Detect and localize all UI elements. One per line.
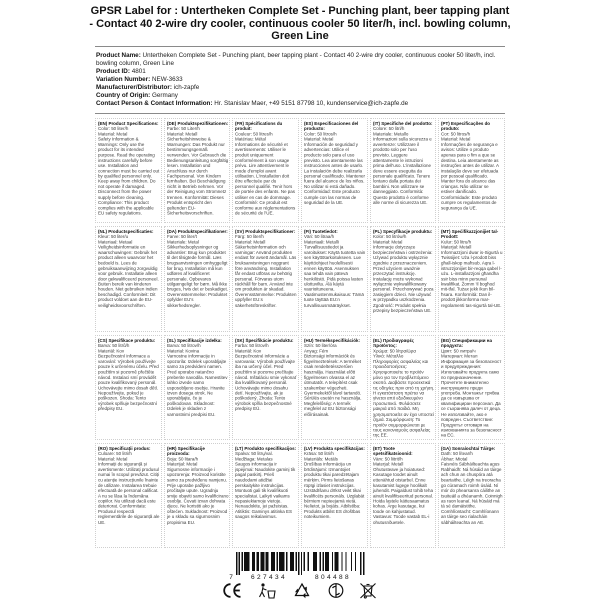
product-name-label: Product Name: [96,52,141,59]
spec-header: (CS) Specifikace produktu: [98,337,156,343]
spec-header: (EL) Προδιαγραφές προϊόντος: [372,337,414,348]
spec-material: Materiał: Metal [372,239,403,245]
variation-row [96,76,506,84]
spec-color: Spalva: 50 litrų/val. [235,451,274,457]
spec-header: (ET) Toote spetsifikatsioonid: [372,445,413,457]
spec-color: Farve: 50 liter/t [166,234,197,240]
spec-header: (HU) Termékspecifikációk: [303,337,360,343]
spec-material: Material: Metal [303,136,334,142]
recycle-icon [296,584,309,597]
spec-safety-text: Sicherheitshinweise & Warnungen: Das Produkt nur bestimmungsgemäß verwenden. Vor Gebrauch die Bedienungsanleitung sorgfältig lesen. Installation und Anschluss nur durch Fachpersonal. Von Kindern fernhalten. Bei Beschädigung nicht in Betrieb nehmen. Vor der Reinigung vom Stromnetz trennen. Konformität: Dieses Produkt entspricht den geltenden EU-Sicherheitsvorschriften. [166,136,228,216]
spec-material: Материал: Метал [441,353,478,359]
barcode-lead-digit: 7 [229,574,233,581]
spec-header: (FR) Spécifications du produit: [235,121,283,132]
barcode-bar [290,552,291,571]
spec-header: (PL) Specyfikacje produktu: [372,229,432,235]
country-label: Country of Origin: [96,92,151,99]
spec-material: Materiāls: Metāls [303,456,338,462]
spec-safety-text: Informații de siguranță și avertismente: Utilizați produsul numai în scopul prevăzut. Citiți cu atenție instrucțiunile înainte de utilizare. Instalarea trebuie efectuată de personal calificat. A nu se lăsa la îndemâna copiilor. Nu utilizați dacă este deteriorat. Conformitate: Produsul respectă reglementările de siguranță ale UE. [98,461,160,525]
spec-block-da [164,226,231,331]
barcode-bar [325,552,326,571]
barcode-bar [271,552,272,571]
product-name-row [96,52,506,68]
divider-top [95,46,505,47]
spec-color: Kolor: 50 litrów/h [372,234,407,240]
spec-safety-text: Información de seguridad y advertencias: Utilice el producto solo para el uso previsto. Lea atentamente las instrucciones antes de usarlo. La instalación debe realizarla personal cualificado. Mantener fuera del alcance de los niños. No utilizar si está dañado. Conformidad: Este producto cumple con las normas de seguridad de la UE. [303,142,365,206]
spec-material: Material: Metall [235,239,266,245]
spec-color: Kulur: 50 litru/h [441,239,472,245]
spec-block-lv [301,443,368,548]
spec-header: (NL) Productspecificaties: [98,229,154,235]
barcode-guard-bar [239,552,240,575]
spec-material: Materiale: Metallo [372,131,409,137]
barcode-bar [332,552,333,571]
spec-block-de [164,118,231,223]
spec-material: Material: Metal [98,456,128,462]
barcode-bar [314,552,315,571]
spec-material: Medžiaga: Metalas [235,456,273,462]
spec-color: Värv: 50 liitrit/h [372,456,403,462]
spec-block-fr [232,118,299,223]
spec-safety-text: Bezpečnostní informace a varování: Výrobek používejte pouze k určenému účelu. Před použitím si pozorně přečtěte návod. Instalaci smí provádět pouze kvalifikovaný personál. Uchovávejte mimo dosah dětí. Nepoužívejte, pokud je poškozen. Shoda: Tento výrobek splňuje bezpečnostní předpisy EU. [98,353,159,412]
compliance-marks [222,582,382,599]
product-id-row [96,68,506,76]
barcode-bar [293,552,294,571]
spec-material: Materjal: Metall [372,461,404,467]
barcode-left-digits: 627434 [250,574,288,581]
spec-color: Dath: 50 lítear/h [441,451,474,457]
spec-safety-text: Veiligheidsinformatie en waarschuwingen: Gebruik het product alleen waarvoor het bedoeld is. Lees de gebruiksaanwijzing zorgvuldig voor gebruik. Installatie alleen door gekwalificeerd personeel. Buiten bereik van kinderen houden. Niet gebruiken indien beschadigd. Conformiteit: Dit product voldoet aan de EU-veiligheidsvoorschriften. [98,245,159,309]
product-name-value: Untertheken Complete Set - Punching plant, beer tapping plant - Contact 40 2-wire dry cooler, continuous cooler 50 liter/h, incl. bowling column, Green Line [96,52,496,67]
barcode-bar [336,552,337,571]
spec-header: (LV) Produkta specifikācijas: [303,445,365,451]
spec-block-es [301,118,368,223]
manufacturer-value: ich-zapfe [173,84,200,91]
barcode-bar [258,552,259,571]
spec-block-it [370,118,437,223]
spec-safety-text: Biztonsági információk és figyelmeztetések: A terméket csak rendeltetésszerűen használja. Használat előtt figyelmesen olvassa el az útmutatót. A telepítést csak szakember végezheti. Gyermekektől távol tartandó. Sérülés esetén ne használja. Megfelelőség: A termék megfelel az EU biztonsági előírásainak. [303,353,362,417]
spec-material: Materiale: Metal [166,239,199,245]
barcode-bar [345,552,346,571]
barcode-bar [244,552,245,571]
barcode-bar [351,552,352,571]
barcode-guard-bar [301,552,302,575]
product-id-label: Product ID: [96,68,130,75]
spec-block-sk [232,335,299,440]
spec-material: Anyag: Fém [303,348,329,354]
barcode [226,551,368,581]
spec-header: (FI) Tuotetiedot: [303,229,338,235]
spec-block-lt [232,443,299,548]
spec-material: Materijal: Metal [166,461,198,467]
barcode-bar [322,552,323,571]
spec-block-pl [370,226,437,331]
spec-material: Materiál: Kov [98,348,125,354]
barcode-bar [308,552,309,571]
spec-material: Materiaal: Metaal [98,239,133,245]
barcode-bars [236,552,364,575]
spec-safety-text: Ohutusteave ja hoiatused: Kasutage toodet ainult ettenähtud otstarbel. Enne kasutamist lugege hoolikalt juhendit. Paigaldust tohib teha ainult kvalifitseeritud personal. Hoida lastele kättesaamatus kohas. Ärge kasutage, kui toode on kahjustatud. Vastavus: Toode vastab EL-i ohutusnõuetele. [372,466,433,525]
spec-material: Material: Kovina [166,348,199,354]
spec-safety-text: Saugos informacija ir įspėjimai: Naudokite gaminį tik pagal paskirtį. Prieš naudodami atidžiai perskaitykite instrukcijas. Montuoti gali tik kvalifikuoti specialistai. Laikyti vaikams nepasiekiamoje vietoje. Nenaudokite, jei pažeistas. Atitiktis: Gaminys atitinka ES saugos reikalavimus. [235,461,296,520]
spec-safety-text: Bezpečnostné informácie a varovania: Výrobok používajte iba na určený účel. Pred použitím si pozorne prečítajte návod. Inštaláciu smie vykonať iba kvalifikovaný personál. Uchovávajte mimo dosahu detí. Nepoužívajte, ak je poškodený. Zhoda: Tento výrobok spĺňa bezpečnostné predpisy EÚ. [235,353,297,412]
spec-block-ga [438,443,505,548]
product-id-value: 4801 [131,68,146,75]
spec-block-fi [301,226,368,331]
spec-block-hu [301,335,368,440]
divider-middle [95,113,505,114]
spec-block-et [370,443,437,548]
spec-block-cs [95,335,162,440]
variation-label: Variation Number: [96,76,151,83]
product-info [96,52,506,108]
spec-safety-text: Informazioni sulla sicurezza e avvertenze: Utilizzare il prodotto solo per l'uso previsto. Leggere attentamente le istruzioni prima dell'uso. L'installazione deve essere eseguita da personale qualificato. Tenere lontano dalla portata dei bambini. Non utilizzare se danneggiato. Conformità: Questo prodotto è conforme alle norme di sicurezza UE. [372,136,432,206]
spec-color: Farbe: 50 Liter/h [166,126,200,132]
barcode-bar [316,552,317,571]
barcode-bar [272,552,273,571]
spec-color: Barva: 50 litrov/h [166,342,201,348]
spec-header: (DA) Produktspecifikationer: [166,229,228,235]
barcode-bar [291,552,292,571]
spec-color: Χρώμα: 50 λίτρα/ώρα [372,348,416,354]
spec-block-en [95,118,162,223]
spec-safety-text: Informações de segurança e avisos: Utilize o produto apenas para o fim a que se destina. Leia atentamente as instruções antes de utilizar. A instalação deve ser efetuada por pessoal qualificado. Manter fora do alcance das crianças. Não utilizar se estiver danificado. Conformidade: Este produto cumpre os regulamentos de segurança da UE. [441,142,500,211]
barcode-bar [355,552,356,571]
spec-material: Material: Metall [166,131,198,137]
tidyman-icon [260,583,276,598]
spec-header: (LT) Produkto specifikacijos: [235,445,297,451]
barcode-bar [341,552,342,571]
barcode-bar [337,552,338,571]
barcode-bar [248,552,249,571]
spec-header: (RO) Specificații produs: [98,445,151,451]
spec-color: Väri: 50 litraa/h [303,234,335,240]
barcode-bar [328,552,329,571]
spec-color: Boja: 50 litara/h [166,456,198,462]
barcode-bar [262,552,263,571]
spec-header: (SV) Produktspecifikationer: [235,229,296,235]
barcode-bar [245,552,246,571]
spec-material: Material: Metal [98,131,128,137]
spec-material: Matériau: Métal [235,136,267,142]
spec-color: Culoare: 50 litri/h [98,451,132,457]
barcode-bar [274,552,275,571]
spec-material: Materjal: Metall [441,245,472,251]
barcode-bar [304,552,305,571]
spec-color: Kleur: 50 liter/u [98,234,129,240]
spec-color: Colore: 50 litri/h [372,126,405,132]
spec-block-sl [164,335,231,440]
barcode-bar [326,552,327,571]
manufacturer-label: Manufacturer/Distributor: [96,84,172,91]
spec-safety-text: Faisnéis Sábháilteachta agus Rabhaidh: Ná húsáid an táirge ach chun an chuspóra atá beartaithe. Léigh na treoracha go cúramach roimh úsáid. Ní mór do phearsanra cáilithe an tsuiteáil a dhéanamh. Coinnigh as raon leanaí. Ná húsáid má tá sé damáistithe. Comhlíontacht: Comhlíonann an táirge seo rialacháin sábháilteachta an AE. [441,461,503,525]
spec-material: Ábhar: Miotal [441,456,468,462]
barcode-guard-bar [363,552,364,575]
contact-value: Hr. Stanislav Maer, +49 5151 87798 10, kundenservice@ich-zapfe.de [214,100,409,107]
barcode-bar [267,552,268,571]
spec-header: (SL) Specifikacije izdelka: [166,337,222,343]
spec-block-sv [232,226,299,331]
spec-block-el [370,335,437,440]
spec-color: Color: 50 liter/h [98,126,129,132]
spec-block-bg [438,335,505,440]
barcode-bar [252,552,253,571]
spec-safety-text: Информация за безопасност и предупреждения: Използвайте продукта само по предназначение. Прочетете внимателно инструкциите преди употреба. Монтажът трябва да се извършва от квалифициран персонал. Да се съхранява далеч от деца. Не използвайте, ако е повреден. Съответствие: Продуктът отговаря на изискванията за безопасност на ЕС. [441,358,503,438]
spec-color: Krāsa: 50 litri/h [303,451,334,457]
spec-color: Barva: 50 litrů/h [98,342,130,348]
spec-header: (PT) Especificações do produto: [441,121,491,132]
variation-value: NEW-3633 [151,76,183,83]
spec-block-ro [95,443,162,548]
spec-header: (ES) Especificaciones del producto: [303,121,359,132]
spec-safety-text: Sigurnosne informacije i upozorenja: Proizvod koristite samo za predviđenu namjenu. Prije uporabe pažljivo pročitajte upute. Ugradnju smije obaviti samo kvalificirano osoblje. Čuvati izvan dohvata djece. Ne koristiti ako je oštećen. Sukladnost: Proizvod je u skladu sa sigurnosnim propisima EU. [166,466,229,525]
label-title: GPSR Label for : Untertheken Complete Set - Punching plant, beer tapping plant - Contact 40 2-wire dry cooler, continuous cooler 50 liter/h, incl. bowling column, Green Line [89,5,511,42]
barcode-bar [241,552,242,571]
barcode-bar [277,552,278,571]
contact-row [96,100,506,108]
spec-header: (GA) Sonraíochtaí Táirge: [441,445,496,451]
barcode-guard-bar [298,552,299,575]
spec-header: (HR) Specifikacije proizvoda: [166,445,205,457]
spec-color: Farba: 50 litrov/h [235,342,269,348]
spec-safety-text: Πληροφορίες ασφαλείας και προειδοποιήσεις: Χρησιμοποιείτε το προϊόν μόνο για τον προβλεπόμενο σκοπό. Διαβάστε προσεκτικά τις οδηγίες πριν από τη χρήση. Η εγκατάσταση πρέπει να γίνεται από εξειδικευμένο προσωπικό. Φυλάσσετε μακριά από παιδιά. Μη χρησιμοποιείτε αν έχει υποστεί ζημιά. Συμμόρφωση: Το προϊόν συμμορφώνεται με τους κανονισμούς ασφαλείας της ΕΕ. [372,358,434,438]
spec-safety-text: Informacje dotyczące bezpieczeństwa i ostrzeżenia: Używać produktu wyłącznie zgodnie z przeznaczeniem. Przed użyciem uważnie przeczytać instrukcję. Instalację może wykonać wyłącznie wykwalifikowany personel. Przechowywać poza zasięgiem dzieci. Nie używać w przypadku uszkodzenia. Zgodność: Produkt spełnia przepisy bezpieczeństwa UE. [372,245,434,314]
spec-color: Färg: 50 liter/h [235,234,265,240]
barcode-bar [281,552,282,571]
spec-block-mt [438,226,505,331]
spec-safety-text: Turvallisuustiedot ja varoitukset: Käytä tuotetta vain sen käyttötarkoitukseen. Lue käyttöohjeet huolellisesti ennen käyttöä. Asennuksen saa tehdä vain pätevä henkilöstö. Pidä poissa lasten ulottuvilta. Älä käytä vaurioituneena. Vaatimustenmukaisuus: Tämä tuote täyttää EU:n turvallisuusmääräykset. [303,245,366,309]
spec-safety-text: Safety Information & Warnings: Only use the product for its intended purpose. Read the operating instructions carefully before use. Installation and connection must be carried out by qualified personnel only. Keep away from children. Do not operate if damaged. Disconnect from the power supply before cleaning. Compliance: This product complies with the applicable EU safety regulations. [98,136,160,216]
manufacturer-row [96,84,506,92]
spec-color: Color: 50 litros/h [303,131,337,137]
spec-material: Materiál: Kov [235,348,262,354]
barcode-bar [256,552,257,571]
spec-grid [95,118,505,548]
spec-color: Цвят: 50 литра/ч [441,348,476,354]
spec-block-nl [95,226,162,331]
barcode-bar [254,552,255,571]
country-row [96,92,506,100]
ce-mark [224,584,240,597]
barcode-bar [282,552,283,571]
spec-block-hr [164,443,231,548]
barcode-guard-bar [236,552,237,575]
spec-safety-text: Informazzjoni dwar is-Sigurtà u Twissijiet: Uża l-prodott biss għall-iskop maħsub. Aqra l-istruzzjonijiet bir-reqqa qabel l-użu. L-installazzjoni għandha ssir biss minn persunal kwalifikat. Żomm 'il bogħod mit-tfal. Tużax jekk ikun bil-ħsara. Konformità: Dan il-prodott jikkonforma mar-regolamenti tas-sigurtà tal-UE. [441,250,503,309]
contact-label: Contact Person & Contact Information: [96,100,213,107]
crossed-bin-icon [361,584,376,599]
spec-safety-text: Drošības informācija un brīdinājumi: Izmantojiet produktu tikai paredzētajam mērķim. Pirms lietošanas rūpīgi izlasiet instrukcijas. Uzstādīšanu drīkst veikt tikai kvalificēts personāls. Uzglabāt bērniem nepieejamā vietā. Nelietot, ja bojāts. Atbilstība: Produkts atbilst ES drošības noteikumiem. [303,461,365,520]
barcode-bar [313,552,314,571]
country-value: Germany [151,92,178,99]
barcode-guard-bar [360,552,361,575]
spec-safety-text: Säkerhetsinformation och varningar: Använd produkten endast för avsett ändamål. Läs bruksanvisningen noggrant före användning. Installation får endast utföras av behörig personal. Förvaras utom räckhåll för barn. Använd inte om produkten är skadad. Överensstämmelse: Produkten uppfyller EU:s säkerhetsföreskrifter. [235,245,297,309]
barcode-bar [286,552,287,571]
barcode-bar [260,552,261,571]
spec-material: Material: Metal [441,136,471,142]
spec-material: Materiaali: Metalli [303,239,339,245]
barcode-bar [320,552,321,571]
barcode-bar [247,552,248,571]
spec-safety-text: Varnostne informacije in opozorila: Izdelek uporabljajte samo za predvideni namen. Pred uporabo natančno preberite navodila. Namestitev lahko izvede samo usposobljeno osebje. Hranite izven dosega otrok. Ne uporabljajte, če je poškodovan. Skladnost: Izdelek je skladen z varnostnimi predpisi EU. [166,353,228,417]
spec-block-pt [438,118,505,223]
spec-header: (DE) Produktspezifikationen: [166,121,228,127]
spec-safety-text: Sikkerhedsoplysninger og advarsler: Brug kun produktet til det tilsigtede formål. Læs brugsanvisningen omhyggeligt før brug. Installation må kun udføres af kvalificeret personale. Opbevares utilgængeligt for børn. Må ikke bruges, hvis det er beskadiget. Overensstemmelse: Produktet opfylder EU's sikkerhedsregler. [166,245,228,309]
barcode-bar [263,552,264,571]
spec-color: Szín: 50 liter/óra [303,342,337,348]
barcode-bar [283,552,284,571]
spec-header: (MT) Speċifikazzjonijiet tal-Prodott: [441,229,499,240]
spec-color: Cor: 50 litros/h [441,131,471,137]
spec-material: Υλικό: Μέταλλο [372,353,403,359]
spec-color: Couleur: 50 litres/h [235,131,273,137]
barcode-right-digits: 804488 [314,574,352,581]
barcode-bar [335,552,336,571]
barcode-bar [295,552,296,571]
spec-safety-text: Informations de sécurité et avertissements: Utiliser le produit uniquement conformément à son usage prévu. Lire attentivement le mode d'emploi avant utilisation. L'installation doit être effectuée par du personnel qualifié. Tenir hors de portée des enfants. Ne pas utiliser en cas de dommage. Conformité: Ce produit est conforme aux réglementations de sécurité de l'UE. [235,142,296,216]
packaging-icon [329,584,343,598]
spec-header: (BG) Спецификации на продукта: [441,337,493,348]
barcode-bar [279,552,280,571]
spec-header: (IT) Specifiche del prodotto: [372,121,433,127]
spec-header: (EN) Product Specifications: [98,121,159,127]
spec-header: (SK) Špecifikácie produktu: [235,337,294,343]
barcode-bar [266,552,267,571]
